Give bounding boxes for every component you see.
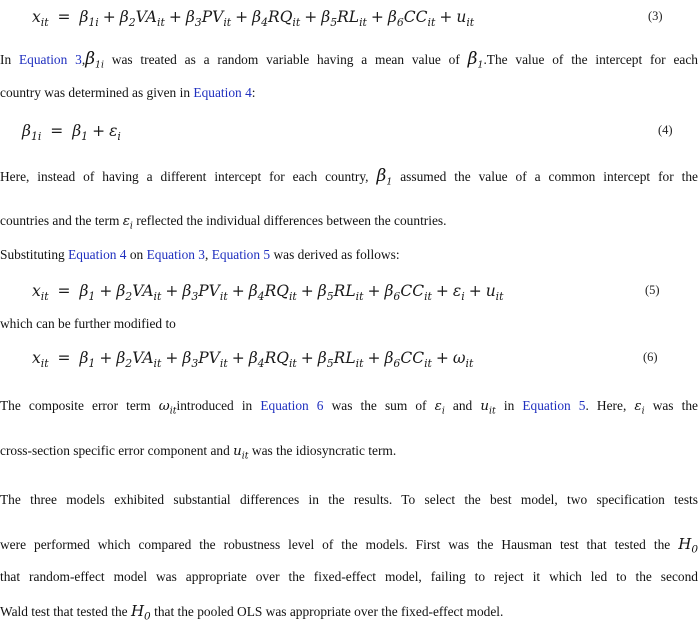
paragraph-2-line-2 [0, 213, 698, 234]
equation-6-formula: $x_{it} = \beta_1 + \beta_2VA_{it} + \beta_3PV_{it} + \beta_4RQ_{it} + \beta_5RL_{it} + \beta_6CC_{it} + \omega_{it}$ [32, 349, 474, 370]
link-equation-3[interactable]: Equation 3 [18, 52, 82, 67]
text: . Here, [585, 398, 627, 413]
text: assumed the value of a common intercept for the [400, 169, 698, 184]
text: countries and the term [0, 213, 120, 228]
equation-3-number: (3) [648, 9, 663, 23]
beta-1-symbol: β [467, 49, 478, 69]
equation-6 [0, 345, 698, 371]
text: reflected the individual differences between the countries. [136, 213, 447, 228]
beta-1-symbol: β [376, 166, 387, 186]
beta-1i-symbol: β [85, 49, 96, 69]
text: and [452, 398, 473, 413]
text: Substituting [0, 247, 65, 262]
paragraph-6-line-2 [0, 536, 698, 558]
text: , [205, 247, 209, 262]
paragraph-5-line-2 [0, 443, 698, 464]
text: introduced in [176, 398, 253, 413]
omega-it-symbol: $\omega_{it}$ [158, 399, 177, 417]
link-equation-5[interactable]: Equation 5 [522, 398, 586, 413]
u-it-symbol: $u_{it}$ [233, 444, 249, 462]
h0-symbol: $H_0$ [130, 602, 151, 623]
paragraph-3 [0, 247, 698, 263]
paragraph-1-line-1: In Equation $3,\beta_{1i}$ was treated as a random variable having a mean value of $\beta_1.The$ value of the intercept for each [0, 49, 698, 71]
epsilon-i-symbol: $\varepsilon_i$ [434, 399, 445, 417]
text: was treated as a random variable having a mean value of [111, 52, 460, 67]
epsilon-i-symbol: $\varepsilon_i$ [634, 399, 645, 417]
text: Here, instead of having a different intercept for each country, [0, 169, 369, 184]
u-it-symbol: $u_{it}$ [480, 399, 496, 417]
text: country was determined as given in [0, 85, 191, 100]
paragraph-6-line-1: The three models exhibited substantial differences in the results. To select the best model, two specification tests [0, 492, 698, 507]
equation-5 [0, 278, 698, 304]
h0-symbol: $H_0$ [678, 535, 698, 556]
paragraph-6-line-4 [0, 603, 698, 625]
equation-4-number: (4) [658, 123, 673, 137]
text: .The value of the intercept for each [483, 52, 698, 67]
text: In [0, 52, 12, 67]
paragraph-2-line-1 [0, 168, 698, 190]
subscript: 1i [95, 59, 104, 71]
text: were performed which compared the robustness level of the models. First was the Hausman test that tested the [0, 537, 671, 552]
link-equation-6[interactable]: Equation 6 [260, 398, 324, 413]
equation-3 [0, 4, 698, 30]
equation-5-number: (5) [645, 283, 660, 297]
equation-4 [0, 118, 698, 144]
text: in [503, 398, 515, 413]
equation-3-formula: $x_{it} = \beta_{1i} + \beta_2VA_{it} + \beta_3PV_{it} + \beta_4RQ_{it} + \beta_5RL_{it} + \beta_6CC_{it} + u_{it}$ [32, 8, 475, 29]
text: was the idiosyncratic term. [251, 443, 397, 458]
text: was the sum of [331, 398, 427, 413]
paragraph-6-line-3: that random-effect model was appropriate over the fixed-effect model, failing to reject it which led to the second [0, 569, 698, 584]
link-equation-4[interactable]: Equation 4 [193, 85, 252, 100]
text: Wald test that tested the [0, 604, 128, 619]
paragraph-5-line-1 [0, 398, 698, 419]
text: The composite error term [0, 398, 151, 413]
text: : [251, 85, 256, 100]
equation-4-formula: $\beta_{1i} = \beta_1 + \varepsilon_i$ [22, 122, 121, 143]
link-equation-4[interactable]: Equation 4 [68, 247, 127, 262]
text: on [129, 247, 144, 262]
link-equation-5[interactable]: Equation 5 [211, 247, 271, 262]
subscript: 1 [477, 59, 484, 71]
link-equation-3[interactable]: Equation 3 [146, 247, 205, 262]
subscript: 1 [386, 176, 393, 188]
epsilon-i-symbol: $\varepsilon_i$ [122, 214, 133, 232]
equation-6-number: (6) [643, 350, 658, 364]
text: that the pooled OLS was appropriate over the fixed-effect model. [154, 604, 504, 619]
paragraph-1-line-2 [0, 85, 698, 101]
paragraph-4: which can be further modified to [0, 316, 176, 331]
text: was the [652, 398, 698, 413]
text: cross-section specific error component and [0, 443, 230, 458]
text: was derived as follows: [273, 247, 400, 262]
equation-5-formula: $x_{it} = \beta_1 + \beta_2VA_{it} + \beta_3PV_{it} + \beta_4RQ_{it} + \beta_5RL_{it} + \beta_6CC_{it} + \varepsilon_i + u_{it}$ [32, 282, 504, 303]
